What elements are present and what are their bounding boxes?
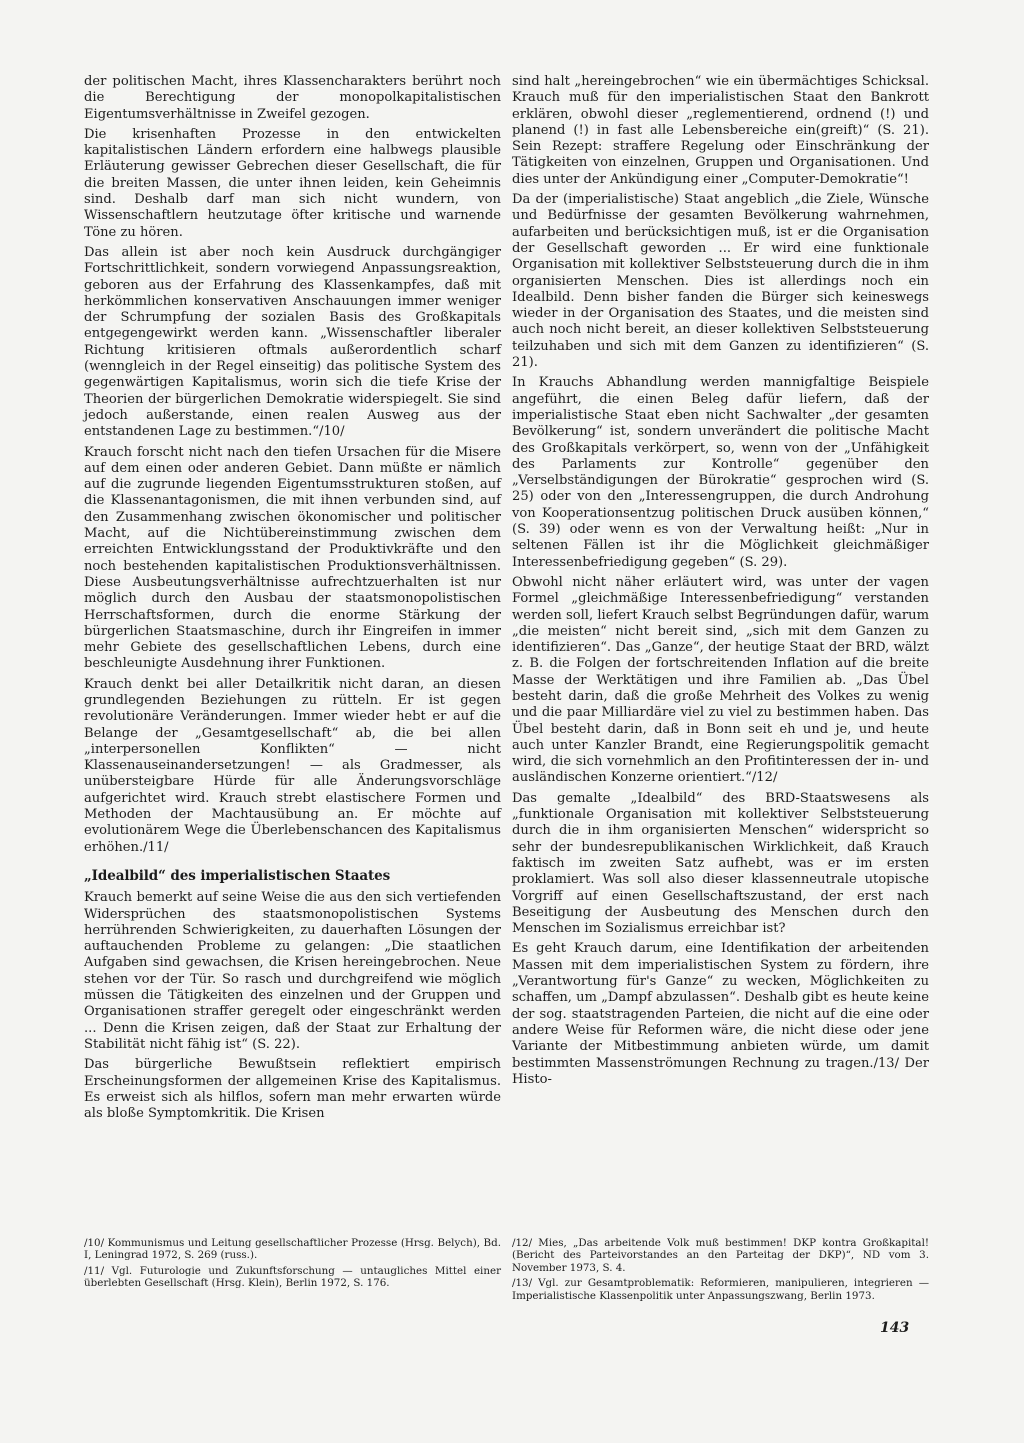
footnote: /13/ Vgl. zur Gesamtproblematik: Reformieren, manipulieren, integrieren — Imperialistische Klassenpolitik unter Anpassungszwang, Berlin 1973. xyxy=(512,1277,929,1302)
paragraph: Das bürgerliche Bewußtsein reflektiert empirisch Erscheinungsformen der allgemeinen Krise des Kapitalismus. Es erweist sich als hilflos, sofern man mehr erwarten würde als bloße Symptomkritik. Die Krisen xyxy=(84,1057,501,1122)
paragraph: Das gemalte „Idealbild“ des BRD-Staatswesens als „funktionale Organisation mit kollektiver Selbststeuerung durch die in ihm organisierten Menschen“ widerspricht so sehr der bundesrepublikanischen Wirklichkeit, daß Krauch faktisch im zweiten Satz aufhebt, was er im ersten proklamiert. Was soll also dieser klassenneutrale utopische Vorgriff auf einen Gesellschaftszustand, der erst nach Beseitigung der Ausbeutung des Menschen durch den Menschen im Sozialismus erreichbar ist? xyxy=(512,790,929,937)
footnotes-right xyxy=(512,1237,929,1305)
paragraph: Obwohl nicht näher erläutert wird, was unter der vagen Formel „gleichmäßige Interessenbefriedigung“ verstanden werden soll, liefert Krauch selbst Begründungen dafür, warum „die meisten“ nicht bereit sind, „sich mit dem Ganzen zu identifizieren“. Das „Ganze“, der heutige Staat der BRD, wälzt z. B. die Folgen der fortschreitenden Inflation auf die breite Masse der Werktätigen und ihre Familien ab. „Das Übel besteht darin, daß die große Mehrheit des Volkes zu wenig und die paar Milliardäre viel zu viel zu bestimmen haben. Das Übel besteht darin, daß in Bonn seit eh und je, und heute auch unter Kanzler Brandt, eine Regierungspolitik gemacht wird, die sich vornehmlich an den Profitinteressen der in- und ausländischen Konzerne orientiert.“/12/ xyxy=(512,574,929,786)
footnotes-left xyxy=(84,1237,501,1293)
section-heading: „Idealbild“ des imperialistischen Staates xyxy=(84,867,391,884)
footnote: /10/ Kommunismus und Leitung gesellschaftlicher Prozesse (Hrsg. Belych), Bd. I, Leningrad 1972, S. 269 (russ.). xyxy=(84,1237,501,1262)
footnote: /11/ Vgl. Futurologie und Zukunftsforschung — untaugliches Mittel einer überlebten Gesellschaft (Hrsg. Klein), Berlin 1972, S. 176. xyxy=(84,1264,501,1290)
paragraph: Das allein ist aber noch kein Ausdruck durchgängiger Fortschrittlichkeit, sondern vorwiegend Anpassungsreaktion, geboren aus der Erfahrung des Klassenkampfes, daß mit herkömmlichen konservativen Anschauungen immer weniger der Schrumpfung der sozialen Basis des Großkapitals entgegengewirkt werden kann. „Wissenschaftler liberaler Richtung kritisieren oftmals außerordentlich scharf (wenngleich in der Regel einseitig) das politische System des gegenwärtigen Kapitalismus, worin sich die tiefe Krise der Theorien der bürgerlichen Demokratie widerspiegelt. Sie sind jedoch außerstande, einen realen Ausweg aus der entstandenen Lage zu bestimmen.“/10/ xyxy=(84,244,501,440)
page-number: 143 xyxy=(880,1320,910,1336)
paragraph: In Krauchs Abhandlung werden mannigfaltige Beispiele angeführt, die einen Beleg dafür liefern, daß der imperialistische Staat eben nicht Sachwalter „der gesamten Bevölkerung“ ist, sondern unverändert die politische Macht des Großkapitals verkörpert, so, wenn von der „Unfähigkeit des Parlaments zur Kontrolle“ gegenüber den „Verselbständigungen der Bürokratie“ gesprochen wird (S. 25) oder von den „Interessengruppen, die durch Androhung von Kooperationsentzug politischen Druck ausüben können,“ (S. 39) oder wenn es von der Verwaltung heißt: „Nur in seltenen Fällen ist ihr die Möglichkeit gleichmäßiger Interessenbefriedigung gegeben“ (S. 29). xyxy=(512,375,929,570)
paragraph: Da der (imperialistische) Staat angeblich „die Ziele, Wünsche und Bedürfnisse der gesamten Bevölkerung wahrnehmen, aufarbeiten und berücksichtigen muß, ist er die Organisation der Gesellschaft geworden ... Er wird eine funktionale Organisation mit kollektiver Selbststeuerung durch die in ihm organisierten Menschen. Dies ist allerdings noch ein Idealbild. Denn bisher fanden die Bürger sich keineswegs wieder in der Organisation des Staates, und die meisten sind auch noch nicht bereit, an dieser kollektiven Selbststeuerung teilzuhaben und sich mit dem Ganzen zu identifizieren“ (S. 21). xyxy=(512,192,929,371)
right-column xyxy=(512,74,929,1092)
paragraph: Krauch forscht nicht nach den tiefen Ursachen für die Misere auf dem einen oder anderen Gebiet. Dann müßte er nämlich auf die zugrunde liegenden Eigentumsstrukturen stoßen, auf die Klassenantagonismen, die mit ihnen verbunden sind, auf den Zusammenhang zwischen ökonomischer und politischer Macht, auf die Nichtübereinstimmung zwischen dem erreichten Entwicklungsstand der Produktivkräfte und den noch bestehenden kapitalistischen Produktionsverhältnissen. Diese Ausbeutungsverhältnisse aufrechtzuerhalten ist nur möglich durch den Ausbau der staatsmonopolistischen Herrschaftsformen, durch die enorme Stärkung der bürgerlichen Staatsmaschine, durch ihr Eingreifen in immer mehr Gebiete des gesellschaftlichen Lebens, durch eine beschleunigte Ausdehnung ihrer Funktionen. xyxy=(84,444,501,672)
paragraph: Krauch denkt bei aller Detailkritik nicht daran, an diesen grundlegenden Beziehungen zu rütteln. Er ist gegen revolutionäre Veränderungen. Immer wieder hebt er auf die Belange der „Gesamtgesellschaft“ ab, die bei allen „interpersonellen Konflikten“ — nicht Klassenauseinandersetzungen! — als Gradmesser, als unübersteigbare Hürde für alle Änderungsvorschläge aufgerichtet wird. Krauch strebt elastischere Formen und Methoden der Machtausübung an. Er möchte auf evolutionärem Wege die Überlebenschancen des Kapitalismus erhöhen./11/ xyxy=(84,676,501,855)
paragraph: sind halt „hereingebrochen“ wie ein übermächtiges Schicksal. Krauch muß für den imperialistischen Staat den Bankrott erklären, obwohl dieser „reglementierend, ordnend (!) und planend (!) in fast alle Lebensbereiche ein(greift)“ (S. 21). Sein Rezept: straffere Regelung oder Einschränkung der Tätigkeiten von einzelnen, Gruppen und Organisationen. Und dies unter der Ankündigung einer „Computer-Demokratie“! xyxy=(512,74,929,187)
paragraph: Es geht Krauch darum, eine Identifikation der arbeitenden Massen mit dem imperialistischen System zu fördern, ihre „Verantwortung für's Ganze“ zu wecken, Möglichkeiten zu schaffen, um „Dampf abzulassen“. Deshalb gibt es heute keine der sog. staatstragenden Parteien, die nicht auf die eine oder andere Weise für Reformen wäre, die nicht diese oder jene Variante der Mitbestimmung anbieten würde, um damit bestimmten Massenströmungen Rechnung zu tragen./13/ Der Histo- xyxy=(512,941,929,1087)
footnote: /12/ Mies, „Das arbeitende Volk muß bestimmen! DKP kontra Großkapital! (Bericht des Parteivorstandes an den Parteitag der DKP)“, ND vom 3. November 1973, S. 4. xyxy=(512,1237,929,1274)
paragraph: Krauch bemerkt auf seine Weise die aus den sich vertiefenden Widersprüchen des staatsmonopolistischen Systems herrührenden Schwierigkeiten, zu dauerhaften Lösungen der auftauchenden Probleme zu gelangen: „Die staatlichen Aufgaben sind gewachsen, die Krisen hereingebrochen. Neue stehen vor der Tür. So rasch und durchgreifend wie möglich müssen die Tätigkeiten des einzelnen und der Gruppen und Organisationen straffer geregelt oder eingeschränkt werden ... Denn die Krisen zeigen, daß der Staat zur Erhaltung der Stabilität nicht fähig ist“ (S. 22). xyxy=(84,890,501,1052)
paragraph: Die krisenhaften Prozesse in den entwickelten kapitalistischen Ländern erfordern eine halbwegs plausible Erläuterung gewisser Gebrechen dieser Gesellschaft, die für die breiten Massen, die unter ihnen leiden, kein Geheimnis sind. Deshalb darf man sich nicht wundern, von Wissenschaftlern heutzutage öfter kritische und warnende Töne zu hören. xyxy=(84,126,501,240)
paragraph: der politischen Macht, ihres Klassencharakters berührt noch die Berechtigung der monopolkapitalistischen Eigentumsverhältnisse in Zweifel gezogen. xyxy=(84,74,501,122)
left-column xyxy=(84,74,501,1126)
